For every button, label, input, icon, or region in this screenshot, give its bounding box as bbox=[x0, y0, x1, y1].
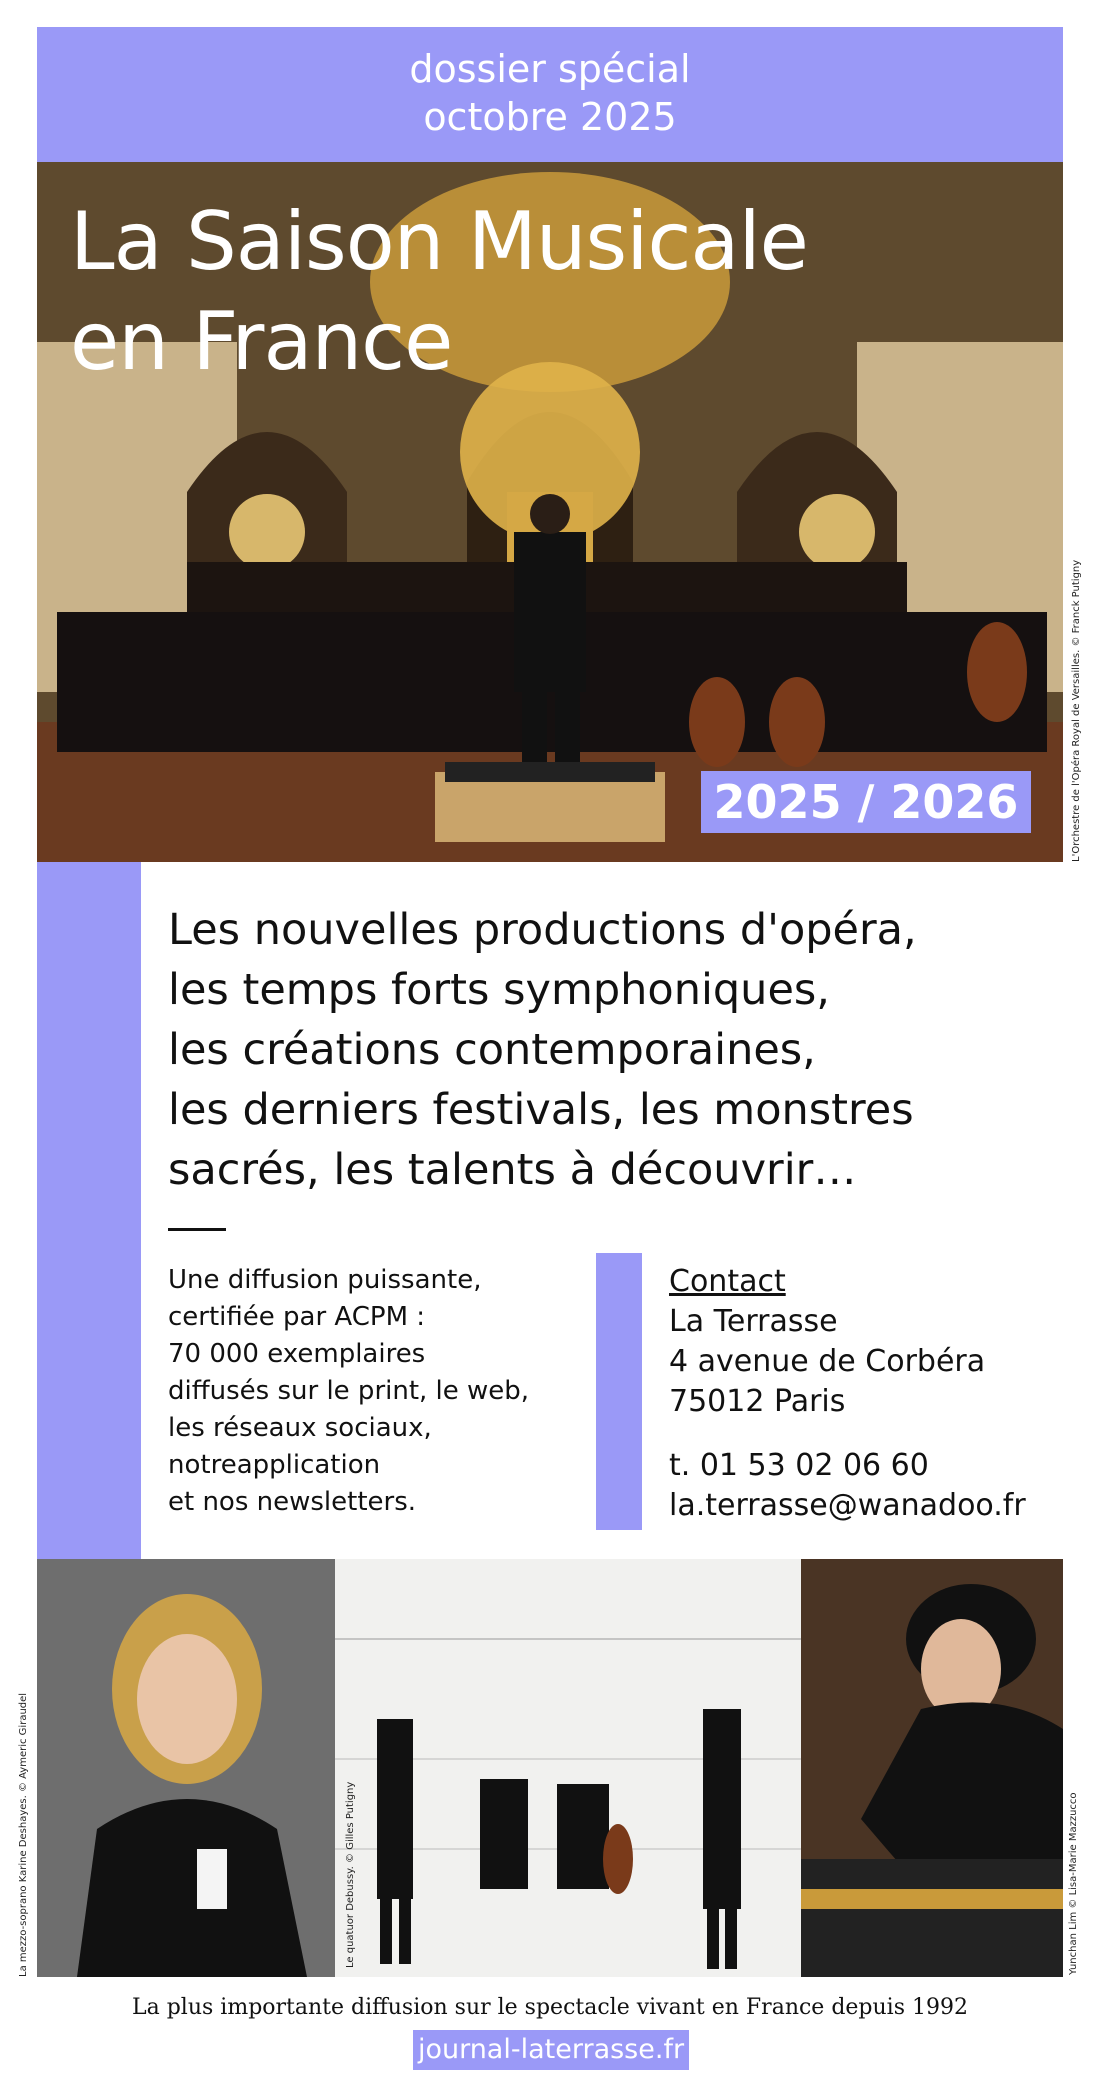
headline-line: sacrés, les talents à découvrir… bbox=[168, 1145, 857, 1195]
photo-string-quartet bbox=[335, 1559, 801, 1977]
quartet-illustration bbox=[335, 1559, 801, 1977]
diffusion-line: et nos newsletters. bbox=[168, 1487, 417, 1517]
photo-pianist bbox=[801, 1559, 1063, 1977]
banner-dossier-label: dossier spécial bbox=[409, 47, 691, 91]
diffusion-line: les réseaux sociaux, bbox=[168, 1413, 432, 1443]
photo-mezzo-soprano bbox=[37, 1559, 335, 1977]
headline-line: Les nouvelles productions d'opéra, bbox=[168, 905, 917, 955]
photo-credit-middle: Le quatuor Debussy. © Gilles Putigny bbox=[345, 1781, 356, 1968]
photo-credit-right: Yunchan Lim © Lisa-Marie Mazzucco bbox=[1068, 1792, 1079, 1975]
hero-photo-orchestra bbox=[37, 162, 1063, 862]
photo-credit-left: La mezzo-soprano Karine Deshayes. © Aymeric Giraudel bbox=[18, 1692, 29, 1977]
diffusion-line: diffusés sur le print, le web, bbox=[168, 1376, 530, 1406]
contact-phone: t. 01 53 02 06 60 bbox=[669, 1448, 929, 1483]
diffusion-text bbox=[168, 1262, 588, 1521]
accent-side-bar bbox=[37, 862, 141, 1559]
footer-tagline: La plus importante diffusion sur le spectacle vivant en France depuis 1992 bbox=[132, 1995, 968, 2020]
contact-address-line-1: 4 avenue de Corbéra bbox=[669, 1344, 986, 1379]
headline-line: les créations contemporaines, bbox=[168, 1025, 816, 1075]
diffusion-line: Une diffusion puissante, bbox=[168, 1265, 482, 1295]
photo-strip bbox=[37, 1559, 1063, 1977]
contact-email[interactable]: la.terrasse@wanadoo.fr bbox=[669, 1488, 1026, 1523]
contact-address-line-2: 75012 Paris bbox=[669, 1384, 846, 1419]
diffusion-line: certifiée par ACPM : bbox=[168, 1302, 426, 1332]
website-link[interactable]: journal-laterrasse.fr bbox=[413, 2030, 689, 2070]
diffusion-line: 70 000 exemplaires bbox=[168, 1339, 426, 1369]
banner-date-label: octobre 2025 bbox=[423, 95, 677, 139]
headline-line: les derniers festivals, les monstres bbox=[168, 1085, 914, 1135]
pianist-illustration bbox=[801, 1559, 1063, 1977]
headline-line: les temps forts symphoniques, bbox=[168, 965, 830, 1015]
season-badge: 2025 / 2026 bbox=[701, 771, 1031, 833]
header-banner bbox=[37, 27, 1063, 162]
accent-mid-bar bbox=[596, 1253, 642, 1530]
hero-title bbox=[70, 192, 808, 392]
contact-spacer bbox=[669, 1422, 1069, 1446]
headline bbox=[168, 900, 1048, 1200]
portrait-illustration bbox=[37, 1559, 335, 1977]
diffusion-line: notreapplication bbox=[168, 1450, 381, 1480]
contact-block bbox=[669, 1262, 1069, 1526]
contact-title: Contact bbox=[669, 1264, 786, 1299]
hero-photo-credit: L'Orchestre de l'Opéra Royal de Versailles. © Franck Putigny bbox=[1071, 559, 1082, 862]
contact-name: La Terrasse bbox=[669, 1304, 838, 1339]
hero-title-line-2: en France bbox=[70, 295, 453, 388]
hero-title-line-1: La Saison Musicale bbox=[70, 195, 808, 288]
divider bbox=[168, 1228, 226, 1231]
